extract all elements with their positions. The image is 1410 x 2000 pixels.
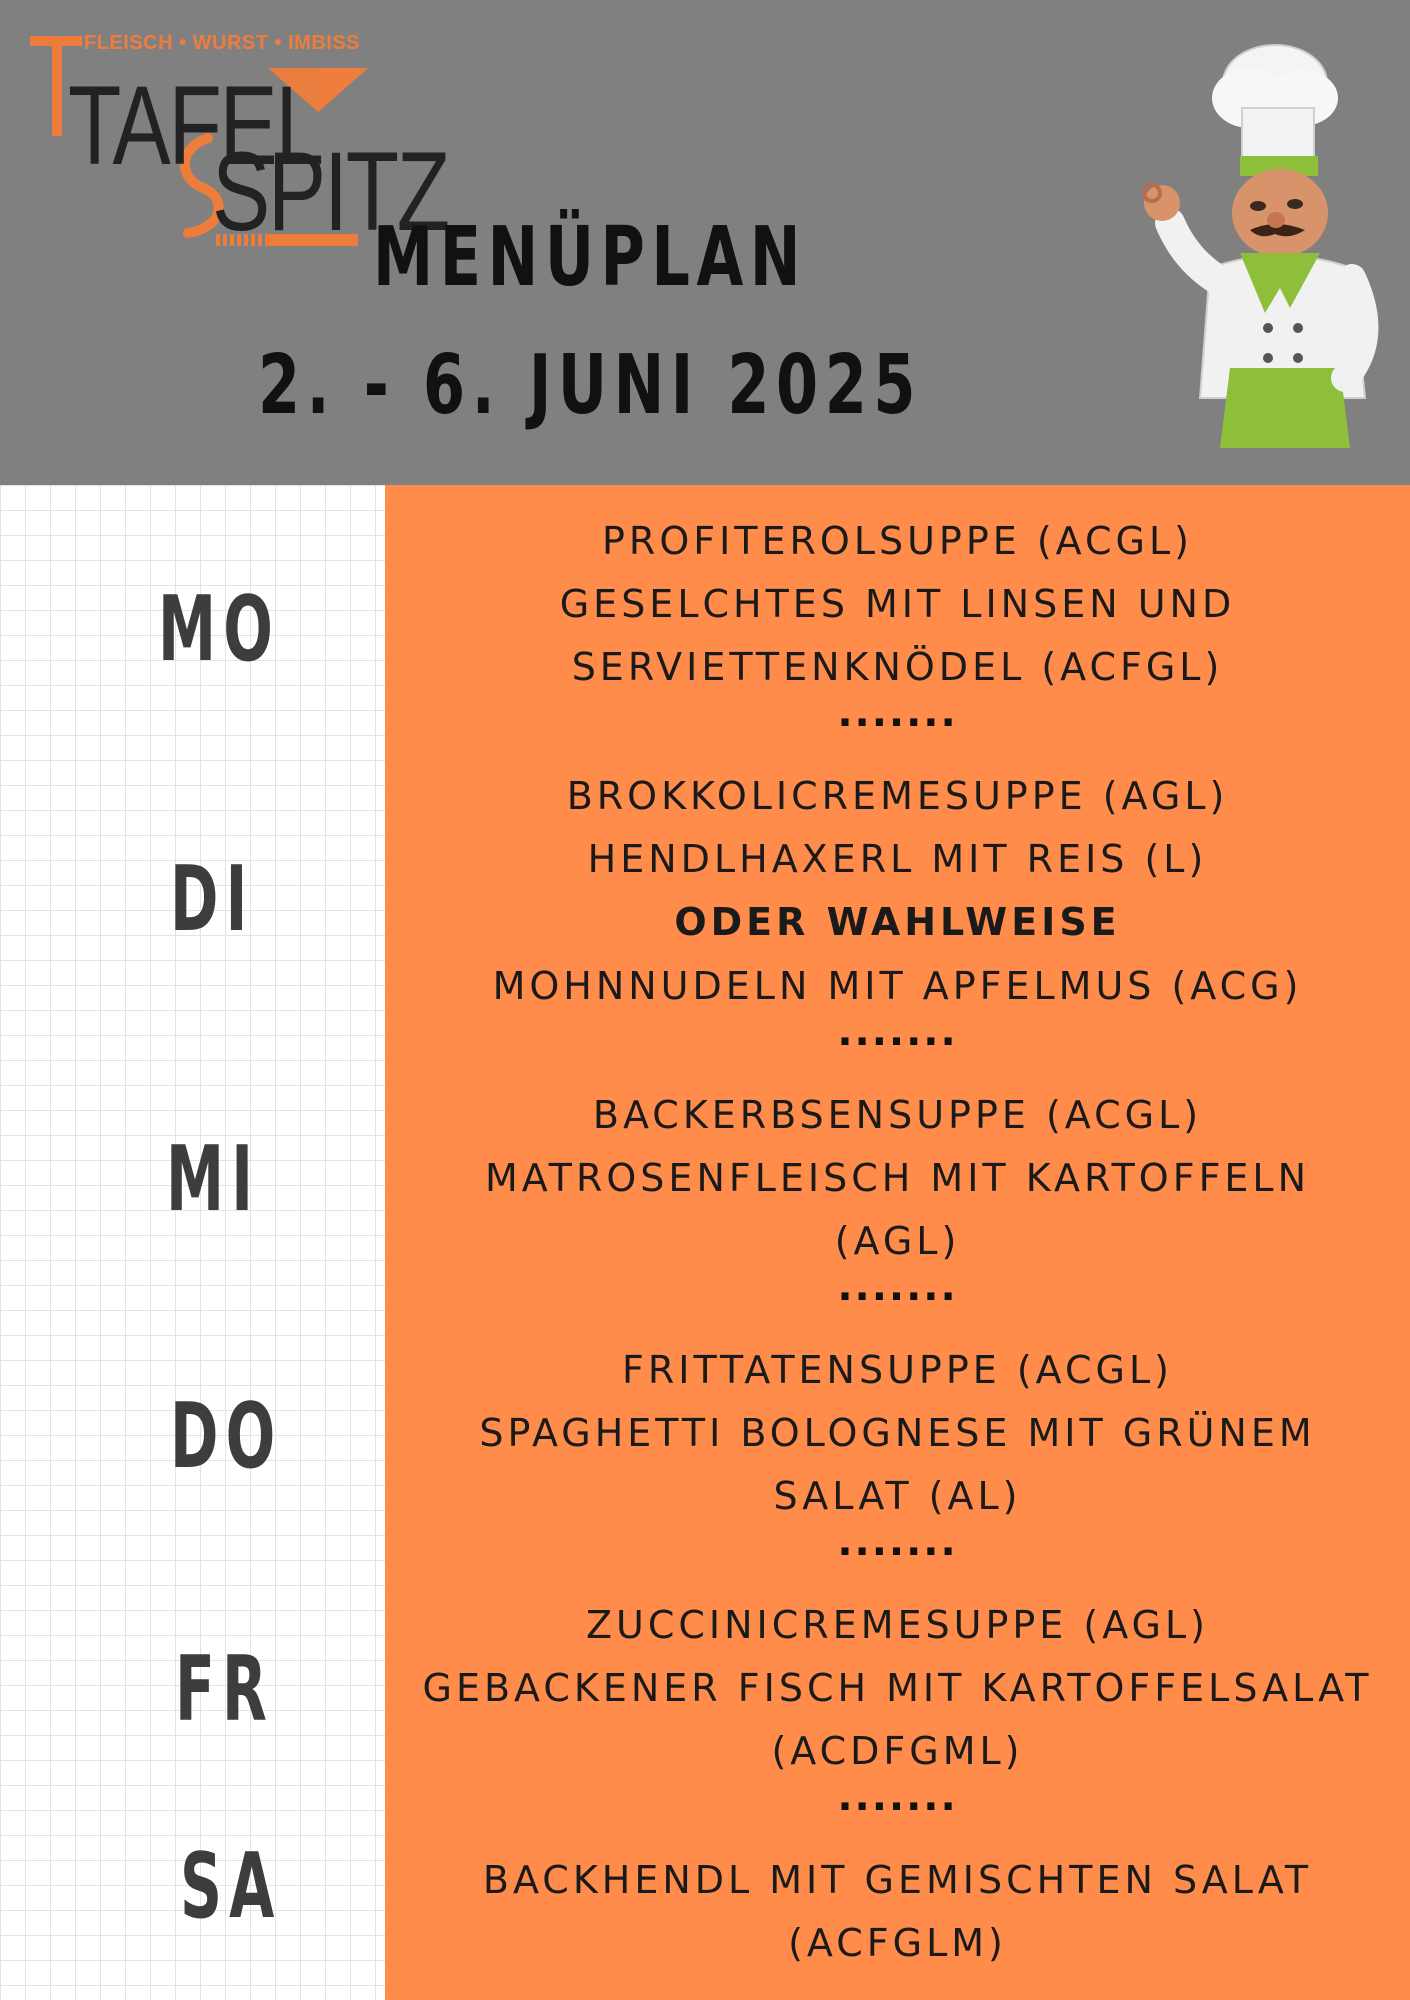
menu-line: PROFITEROLSUPPE (ACGL) (602, 519, 1193, 563)
menu-line: FRITTATENSUPPE (ACGL) (622, 1348, 1173, 1392)
day-column (0, 485, 385, 2000)
day-label-mo: MO (158, 577, 280, 682)
menu-line: (ACFGLM) (788, 1921, 1007, 1965)
menu-line: MOHNNUDELN MIT APFELMUS (ACG) (492, 964, 1303, 1008)
menu-line: GEBACKENER FISCH MIT KARTOFFELSALAT (422, 1666, 1373, 1710)
menu-line-alternative: ODER WAHLWEISE (674, 900, 1121, 944)
chef-illustration (1090, 38, 1390, 458)
separator: ······· (837, 1784, 958, 1830)
day-label-do: DO (170, 1384, 283, 1489)
menu-panel (385, 485, 1410, 2000)
menu-line: HENDLHAXERL MIT REIS (L) (587, 837, 1208, 881)
day-label-mi: MI (166, 1127, 261, 1232)
menu-line: GESELCHTES MIT LINSEN UND (559, 582, 1236, 626)
day-label-fr: FR (175, 1637, 275, 1742)
menu-line: BACKERBSENSUPPE (ACGL) (592, 1093, 1203, 1137)
menu-line: BACKHENDL MIT GEMISCHTEN SALAT (482, 1858, 1313, 1902)
logo-word-spitz: SPITZ (212, 129, 448, 254)
separator: ······· (837, 1274, 958, 1320)
separator: ······· (837, 1529, 958, 1575)
menu-line: MATROSENFLEISCH MIT KARTOFFELN (484, 1156, 1311, 1200)
logo-tagline: FLEISCH • WURST • IMBISS (84, 32, 361, 54)
logo-word-tafel: TAFEL (68, 63, 322, 188)
menu-line: ZUCCINICREMESUPPE (AGL) (586, 1603, 1209, 1647)
page-title: MENÜPLAN (372, 210, 808, 305)
date-range: 2. - 6. JUNI 2025 (257, 338, 923, 433)
menu-line: (ACDFGML) (771, 1729, 1024, 1773)
day-label-di: DI (170, 847, 255, 952)
separator: ······· (837, 1019, 958, 1065)
header-banner (0, 0, 1410, 485)
menu-line: SPAGHETTI BOLOGNESE MIT GRÜNEM (479, 1411, 1316, 1455)
menu-line: BROKKOLICREMESUPPE (AGL) (566, 774, 1229, 818)
menu-line: SERVIETTENKNÖDEL (ACFGL) (571, 645, 1224, 689)
menu-line: SALAT (AL) (773, 1474, 1022, 1518)
separator: ······· (837, 700, 958, 746)
menu-line: (AGL) (834, 1219, 961, 1263)
day-label-sa: SA (180, 1834, 282, 1939)
